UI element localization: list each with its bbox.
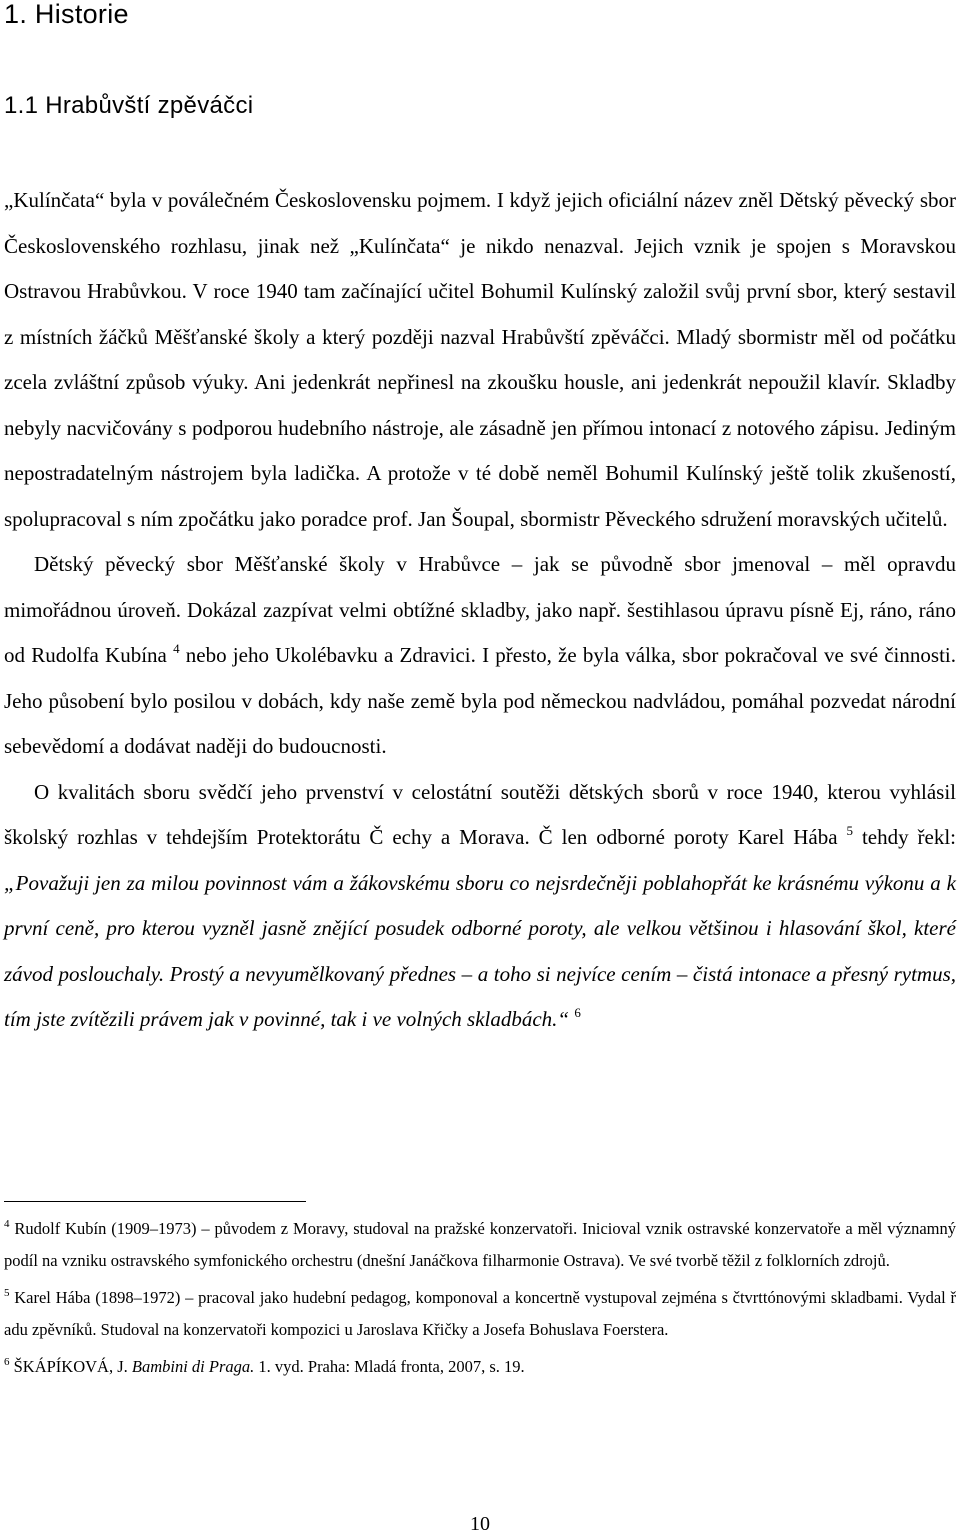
paragraph-3 bbox=[4, 770, 956, 1043]
paragraph-3-text-start: O kvalitách sboru svědčí jeho prvenství v celostátní soutěži dětských sborů v roce 1940, kterou vyhlásil školský rozhlas v tehdejším Protektorátu Č echy a Morava. Č len odborné poroty Karel Hába bbox=[4, 779, 956, 849]
footnote-number: 6 bbox=[4, 1356, 10, 1368]
page-number: 10 bbox=[470, 1513, 490, 1535]
footnote-text: Karel Hába (1898–1972) – pracoval jako hudební pedagog, komponoval a koncertně vystupoval zejména s čtvrttónovými skladbami. Vydal ř adu zpěvníků. Studoval na konzervatoři kompozici u Jaroslava Křičky a Josefa Bohuslava Foerstera. bbox=[4, 1288, 956, 1339]
footnote-text-publication: 1. vyd. Praha: Mladá fronta, 2007, s. 19. bbox=[254, 1357, 525, 1376]
paragraph-3-text-middle: tehdy řekl: bbox=[853, 825, 957, 849]
footnote-text: Rudolf Kubín (1909–1973) – původem z Moravy, studoval na pražské konzervatoři. Inicioval vznik ostravské konzervatoře a měl významný podíl na vzniku ostravského symfonického orchestru (dnešní Janáčkova filharmonie Ostrava). Ve své tvorbě těžil z folklorních zdrojů. bbox=[4, 1219, 956, 1270]
paragraph-1-text: „Kulínčata“ byla v poválečném Československu pojmem. I když jejich oficiální název zněl Dětský pěvecký sbor Československého rozhlasu, jinak než „Kulínčata“ je nikdo nenazval. Jejich vznik je spojen s Moravskou Ostravou Hrabůvkou. V roce 1940 tam začínající učitel Bohumil Kulínský založil svůj první sbor, který sestavil z místních žáčků Měšťanské školy a který později nazval Hrabůvští zpěváčci. Mladý sbormistr měl od počátku zcela zvláštní způsob výuky. Ani jedenkrát nepřinesl na zkoušku housle, ani jedenkrát nepoužil klavír. Skladby nebyly nacvičovány s podporou hudebního nástroje, ale zásadně jen přímou intonací z notového zápisu. Jediným nepostradatelným nástrojem byla ladička. A protože v té době neměl Bohumil Kulínský ještě tolik zkušeností, spolupracoval s ním zpočátku jako poradce prof. Jan Šoupal, sbormistr Pěveckého sdružení moravských učitelů. bbox=[4, 188, 956, 531]
footnote-number: 5 bbox=[4, 1287, 10, 1299]
footnote-text-author: ŠKÁPÍKOVÁ, J. bbox=[13, 1357, 132, 1376]
footnote-book-title: Bambini di Praga. bbox=[131, 1357, 255, 1376]
footnote-ref-6[interactable]: 6 bbox=[574, 1005, 581, 1020]
paragraph-2-text-start: Dětský pěvecký sbor Měšťanské školy v Hrabůvce – jak se původně sbor jmenoval – měl opravdu mimořádnou úroveň. Dokázal zazpívat velmi obtížné skladby, jako např. šestihlasou úpravu písně Ej, ráno, ráno od Rudolfa Kubína bbox=[4, 552, 956, 667]
footnote-ref-5[interactable]: 5 bbox=[846, 823, 854, 838]
paragraph-2 bbox=[4, 542, 956, 770]
footnote-4 bbox=[4, 1213, 956, 1276]
footnote-separator bbox=[4, 1201, 306, 1202]
section-heading: 1.1 Hrabůvští zpěváčci bbox=[4, 92, 254, 119]
footnote-6 bbox=[4, 1351, 956, 1383]
paragraph-1 bbox=[4, 178, 956, 542]
footnote-ref-4[interactable]: 4 bbox=[173, 641, 180, 656]
paragraph-2-text-end: nebo jeho Ukolébavku a Zdravici. I přesto, že byla válka, sbor pokračoval ve své činnosti. Jeho působení bylo posilou v dobách, kdy naše země byla pod německou nadvládou, pomáhal pozvedat národní sebevědomí a dodávat naději do budoucnosti. bbox=[4, 643, 956, 758]
footnote-5 bbox=[4, 1282, 956, 1345]
quotation: „Považuji jen za milou povinnost vám a žákovskému sboru co nejsrdečněji poblahopřát ke krásnému výkonu a k první ceně, pro kterou vyzněl jasně znějící posudek odborné poroty, ale velkou většinou i hlasování škol, které závod poslouchaly. Prostý a nevyumělkovaný přednes – a toho si nejvíce cením – čistá intonace a přesný rytmus, tím jste zvítězili právem jak v povinné, tak i ve volných skladbách.“ bbox=[4, 870, 956, 1031]
chapter-heading: 1. Historie bbox=[4, 0, 129, 29]
footnotes bbox=[4, 1213, 956, 1389]
footnote-number: 4 bbox=[4, 1218, 10, 1230]
body-text bbox=[4, 178, 956, 1043]
